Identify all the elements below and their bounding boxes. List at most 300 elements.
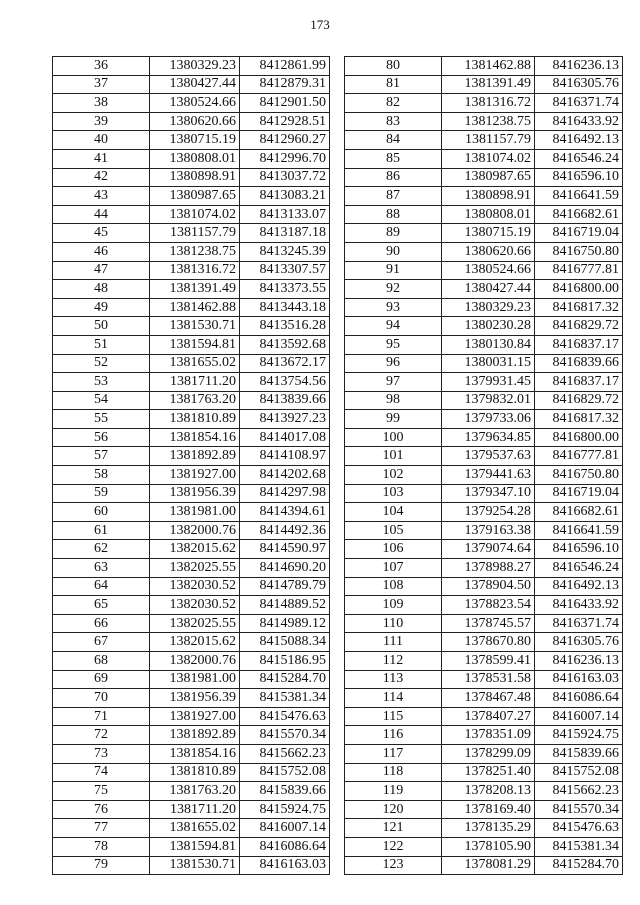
point-number-cell: 70	[53, 689, 150, 708]
point-number-cell: 97	[345, 373, 442, 392]
point-number-cell: 65	[53, 596, 150, 615]
y-coordinate-cell: 8413754.56	[240, 373, 330, 392]
x-coordinate-cell: 1378081.29	[442, 856, 535, 875]
table-row	[53, 726, 330, 745]
point-number-cell: 61	[53, 521, 150, 540]
x-coordinate-cell: 1378208.13	[442, 782, 535, 801]
point-number-cell: 102	[345, 466, 442, 485]
y-coordinate-cell: 8413083.21	[240, 187, 330, 206]
point-number-cell: 112	[345, 652, 442, 671]
point-number-cell: 73	[53, 744, 150, 763]
point-number-cell: 75	[53, 782, 150, 801]
x-coordinate-cell: 1380620.66	[442, 242, 535, 261]
table-row	[53, 187, 330, 206]
point-number-cell: 114	[345, 689, 442, 708]
point-number-cell: 60	[53, 503, 150, 522]
y-coordinate-cell: 8416433.92	[535, 112, 623, 131]
page-number: 173	[310, 17, 330, 32]
x-coordinate-cell: 1379634.85	[442, 428, 535, 447]
table-row	[53, 373, 330, 392]
point-number-cell: 96	[345, 354, 442, 373]
y-coordinate-cell: 8415662.23	[535, 782, 623, 801]
x-coordinate-cell: 1381711.20	[150, 800, 240, 819]
point-number-cell: 49	[53, 298, 150, 317]
y-coordinate-cell: 8412928.51	[240, 112, 330, 131]
point-number-cell: 90	[345, 242, 442, 261]
table-row	[53, 763, 330, 782]
y-coordinate-cell: 8416817.32	[535, 298, 623, 317]
x-coordinate-cell: 1378988.27	[442, 559, 535, 578]
point-number-cell: 46	[53, 242, 150, 261]
table-row	[345, 800, 623, 819]
point-number-cell: 38	[53, 94, 150, 113]
y-coordinate-cell: 8414492.36	[240, 521, 330, 540]
table-row	[345, 466, 623, 485]
x-coordinate-cell: 1380715.19	[442, 224, 535, 243]
table-row	[345, 689, 623, 708]
point-number-cell: 109	[345, 596, 442, 615]
y-coordinate-cell: 8415839.66	[535, 744, 623, 763]
y-coordinate-cell: 8413133.07	[240, 205, 330, 224]
y-coordinate-cell: 8415752.08	[535, 763, 623, 782]
point-number-cell: 55	[53, 410, 150, 429]
point-number-cell: 99	[345, 410, 442, 429]
y-coordinate-cell: 8416750.80	[535, 242, 623, 261]
x-coordinate-cell: 1378904.50	[442, 577, 535, 596]
point-number-cell: 121	[345, 819, 442, 838]
table-row	[345, 57, 623, 76]
y-coordinate-cell: 8414108.97	[240, 447, 330, 466]
table-row	[53, 57, 330, 76]
point-number-cell: 39	[53, 112, 150, 131]
x-coordinate-cell: 1378135.29	[442, 819, 535, 838]
x-coordinate-cell: 1381854.16	[150, 744, 240, 763]
point-number-cell: 67	[53, 633, 150, 652]
table-row	[53, 317, 330, 336]
y-coordinate-cell: 8415186.95	[240, 652, 330, 671]
coordinates-table-left	[52, 56, 330, 875]
point-number-cell: 100	[345, 428, 442, 447]
table-row	[53, 410, 330, 429]
x-coordinate-cell: 1379537.63	[442, 447, 535, 466]
x-coordinate-cell: 1381956.39	[150, 484, 240, 503]
table-row	[53, 484, 330, 503]
x-coordinate-cell: 1380329.23	[150, 57, 240, 76]
y-coordinate-cell: 8416007.14	[240, 819, 330, 838]
point-number-cell: 62	[53, 540, 150, 559]
y-coordinate-cell: 8414789.79	[240, 577, 330, 596]
y-coordinate-cell: 8416682.61	[535, 503, 623, 522]
table-row	[53, 280, 330, 299]
x-coordinate-cell: 1378531.58	[442, 670, 535, 689]
y-coordinate-cell: 8415284.70	[240, 670, 330, 689]
point-number-cell: 37	[53, 75, 150, 94]
table-row	[345, 149, 623, 168]
table-row	[53, 205, 330, 224]
y-coordinate-cell: 8416163.03	[240, 856, 330, 875]
table-row	[345, 521, 623, 540]
x-coordinate-cell: 1379931.45	[442, 373, 535, 392]
table-row	[345, 596, 623, 615]
x-coordinate-cell: 1381074.02	[442, 149, 535, 168]
point-number-cell: 117	[345, 744, 442, 763]
point-number-cell: 78	[53, 837, 150, 856]
table-row	[345, 652, 623, 671]
point-number-cell: 79	[53, 856, 150, 875]
x-coordinate-cell: 1378670.80	[442, 633, 535, 652]
table-row	[53, 112, 330, 131]
x-coordinate-cell: 1378467.48	[442, 689, 535, 708]
y-coordinate-cell: 8416305.76	[535, 75, 623, 94]
y-coordinate-cell: 8415752.08	[240, 763, 330, 782]
table-row	[345, 335, 623, 354]
point-number-cell: 56	[53, 428, 150, 447]
table-row	[345, 726, 623, 745]
y-coordinate-cell: 8416800.00	[535, 280, 623, 299]
table-row	[53, 614, 330, 633]
y-coordinate-cell: 8415381.34	[535, 837, 623, 856]
x-coordinate-cell: 1378299.09	[442, 744, 535, 763]
y-coordinate-cell: 8416007.14	[535, 707, 623, 726]
y-coordinate-cell: 8415088.34	[240, 633, 330, 652]
y-coordinate-cell: 8416236.13	[535, 652, 623, 671]
table-row	[53, 782, 330, 801]
table-row	[345, 856, 623, 875]
x-coordinate-cell: 1380130.84	[442, 335, 535, 354]
y-coordinate-cell: 8416641.59	[535, 187, 623, 206]
coordinates-table-right	[344, 56, 623, 875]
y-coordinate-cell: 8416829.72	[535, 317, 623, 336]
y-coordinate-cell: 8415476.63	[240, 707, 330, 726]
x-coordinate-cell: 1381810.89	[150, 410, 240, 429]
y-coordinate-cell: 8415662.23	[240, 744, 330, 763]
point-number-cell: 82	[345, 94, 442, 113]
table-row	[53, 652, 330, 671]
point-number-cell: 106	[345, 540, 442, 559]
point-number-cell: 45	[53, 224, 150, 243]
y-coordinate-cell: 8416829.72	[535, 391, 623, 410]
point-number-cell: 51	[53, 335, 150, 354]
y-coordinate-cell: 8416777.81	[535, 447, 623, 466]
y-coordinate-cell: 8414590.97	[240, 540, 330, 559]
x-coordinate-cell: 1379163.38	[442, 521, 535, 540]
y-coordinate-cell: 8416086.64	[240, 837, 330, 856]
x-coordinate-cell: 1378599.41	[442, 652, 535, 671]
x-coordinate-cell: 1382000.76	[150, 521, 240, 540]
point-number-cell: 123	[345, 856, 442, 875]
table-row	[345, 94, 623, 113]
table-row	[53, 744, 330, 763]
y-coordinate-cell: 8416837.17	[535, 335, 623, 354]
point-number-cell: 98	[345, 391, 442, 410]
y-coordinate-cell: 8416839.66	[535, 354, 623, 373]
x-coordinate-cell: 1381157.79	[150, 224, 240, 243]
y-coordinate-cell: 8412901.50	[240, 94, 330, 113]
x-coordinate-cell: 1381711.20	[150, 373, 240, 392]
table-row	[345, 782, 623, 801]
y-coordinate-cell: 8414202.68	[240, 466, 330, 485]
y-coordinate-cell: 8416641.59	[535, 521, 623, 540]
y-coordinate-cell: 8412996.70	[240, 149, 330, 168]
point-number-cell: 81	[345, 75, 442, 94]
point-number-cell: 63	[53, 559, 150, 578]
x-coordinate-cell: 1381238.75	[442, 112, 535, 131]
table-row	[345, 168, 623, 187]
x-coordinate-cell: 1381074.02	[150, 205, 240, 224]
x-coordinate-cell: 1378823.54	[442, 596, 535, 615]
x-coordinate-cell: 1381981.00	[150, 503, 240, 522]
table-row	[345, 187, 623, 206]
x-coordinate-cell: 1378105.90	[442, 837, 535, 856]
y-coordinate-cell: 8413672.17	[240, 354, 330, 373]
y-coordinate-cell: 8416433.92	[535, 596, 623, 615]
point-number-cell: 94	[345, 317, 442, 336]
table-row	[345, 707, 623, 726]
y-coordinate-cell: 8416719.04	[535, 224, 623, 243]
table-row	[53, 521, 330, 540]
table-row	[345, 280, 623, 299]
y-coordinate-cell: 8416305.76	[535, 633, 623, 652]
table-row	[53, 94, 330, 113]
point-number-cell: 76	[53, 800, 150, 819]
table-row	[345, 242, 623, 261]
x-coordinate-cell: 1381763.20	[150, 782, 240, 801]
y-coordinate-cell: 8415476.63	[535, 819, 623, 838]
point-number-cell: 68	[53, 652, 150, 671]
table-row	[345, 428, 623, 447]
table-row	[345, 614, 623, 633]
point-number-cell: 93	[345, 298, 442, 317]
y-coordinate-cell: 8416371.74	[535, 614, 623, 633]
y-coordinate-cell: 8414017.08	[240, 428, 330, 447]
x-coordinate-cell: 1380427.44	[442, 280, 535, 299]
point-number-cell: 41	[53, 149, 150, 168]
x-coordinate-cell: 1379733.06	[442, 410, 535, 429]
point-number-cell: 86	[345, 168, 442, 187]
point-number-cell: 119	[345, 782, 442, 801]
table-row	[53, 224, 330, 243]
x-coordinate-cell: 1381238.75	[150, 242, 240, 261]
x-coordinate-cell: 1381892.89	[150, 726, 240, 745]
x-coordinate-cell: 1382000.76	[150, 652, 240, 671]
table-row	[345, 261, 623, 280]
y-coordinate-cell: 8416800.00	[535, 428, 623, 447]
table-row	[53, 800, 330, 819]
table-row	[345, 559, 623, 578]
table-row	[53, 503, 330, 522]
x-coordinate-cell: 1381927.00	[150, 707, 240, 726]
x-coordinate-cell: 1378351.09	[442, 726, 535, 745]
y-coordinate-cell: 8413187.18	[240, 224, 330, 243]
x-coordinate-cell: 1380898.91	[150, 168, 240, 187]
x-coordinate-cell: 1379832.01	[442, 391, 535, 410]
point-number-cell: 105	[345, 521, 442, 540]
table-row	[345, 373, 623, 392]
point-number-cell: 64	[53, 577, 150, 596]
x-coordinate-cell: 1381854.16	[150, 428, 240, 447]
x-coordinate-cell: 1378745.57	[442, 614, 535, 633]
y-coordinate-cell: 8414297.98	[240, 484, 330, 503]
y-coordinate-cell: 8416596.10	[535, 540, 623, 559]
point-number-cell: 89	[345, 224, 442, 243]
table-row	[53, 75, 330, 94]
table-row	[53, 168, 330, 187]
point-number-cell: 59	[53, 484, 150, 503]
point-number-cell: 57	[53, 447, 150, 466]
table-row	[53, 596, 330, 615]
table-row	[53, 466, 330, 485]
y-coordinate-cell: 8416371.74	[535, 94, 623, 113]
y-coordinate-cell: 8416596.10	[535, 168, 623, 187]
table-row	[53, 335, 330, 354]
y-coordinate-cell: 8413307.57	[240, 261, 330, 280]
table-row	[345, 484, 623, 503]
x-coordinate-cell: 1381594.81	[150, 335, 240, 354]
x-coordinate-cell: 1378251.40	[442, 763, 535, 782]
x-coordinate-cell: 1381655.02	[150, 819, 240, 838]
y-coordinate-cell: 8414394.61	[240, 503, 330, 522]
point-number-cell: 95	[345, 335, 442, 354]
table-row	[53, 837, 330, 856]
point-number-cell: 69	[53, 670, 150, 689]
x-coordinate-cell: 1382025.55	[150, 614, 240, 633]
x-coordinate-cell: 1379441.63	[442, 466, 535, 485]
point-number-cell: 116	[345, 726, 442, 745]
point-number-cell: 72	[53, 726, 150, 745]
point-number-cell: 48	[53, 280, 150, 299]
point-number-cell: 83	[345, 112, 442, 131]
table-row	[345, 317, 623, 336]
y-coordinate-cell: 8415839.66	[240, 782, 330, 801]
x-coordinate-cell: 1381892.89	[150, 447, 240, 466]
y-coordinate-cell: 8416719.04	[535, 484, 623, 503]
table-row	[53, 131, 330, 150]
y-coordinate-cell: 8413839.66	[240, 391, 330, 410]
y-coordinate-cell: 8416817.32	[535, 410, 623, 429]
table-row	[53, 391, 330, 410]
x-coordinate-cell: 1382030.52	[150, 577, 240, 596]
x-coordinate-cell: 1382015.62	[150, 633, 240, 652]
x-coordinate-cell: 1380524.66	[442, 261, 535, 280]
point-number-cell: 122	[345, 837, 442, 856]
table-row	[345, 447, 623, 466]
x-coordinate-cell: 1378407.27	[442, 707, 535, 726]
table-row	[345, 354, 623, 373]
x-coordinate-cell: 1381391.49	[442, 75, 535, 94]
y-coordinate-cell: 8413927.23	[240, 410, 330, 429]
x-coordinate-cell: 1379074.64	[442, 540, 535, 559]
x-coordinate-cell: 1380987.65	[150, 187, 240, 206]
y-coordinate-cell: 8413373.55	[240, 280, 330, 299]
point-number-cell: 42	[53, 168, 150, 187]
x-coordinate-cell: 1382015.62	[150, 540, 240, 559]
point-number-cell: 47	[53, 261, 150, 280]
y-coordinate-cell: 8415570.34	[535, 800, 623, 819]
y-coordinate-cell: 8416546.24	[535, 559, 623, 578]
x-coordinate-cell: 1381594.81	[150, 837, 240, 856]
point-number-cell: 44	[53, 205, 150, 224]
table-row	[345, 75, 623, 94]
y-coordinate-cell: 8416682.61	[535, 205, 623, 224]
x-coordinate-cell: 1379254.28	[442, 503, 535, 522]
point-number-cell: 87	[345, 187, 442, 206]
y-coordinate-cell: 8413443.18	[240, 298, 330, 317]
point-number-cell: 120	[345, 800, 442, 819]
table-row	[345, 298, 623, 317]
point-number-cell: 88	[345, 205, 442, 224]
table-row	[345, 763, 623, 782]
x-coordinate-cell: 1381956.39	[150, 689, 240, 708]
table-row	[53, 540, 330, 559]
x-coordinate-cell: 1381462.88	[150, 298, 240, 317]
point-number-cell: 71	[53, 707, 150, 726]
y-coordinate-cell: 8413516.28	[240, 317, 330, 336]
point-number-cell: 115	[345, 707, 442, 726]
point-number-cell: 43	[53, 187, 150, 206]
x-coordinate-cell: 1381157.79	[442, 131, 535, 150]
point-number-cell: 66	[53, 614, 150, 633]
x-coordinate-cell: 1380715.19	[150, 131, 240, 150]
table-row	[345, 837, 623, 856]
y-coordinate-cell: 8415284.70	[535, 856, 623, 875]
point-number-cell: 74	[53, 763, 150, 782]
y-coordinate-cell: 8415924.75	[535, 726, 623, 745]
y-coordinate-cell: 8416086.64	[535, 689, 623, 708]
y-coordinate-cell: 8416492.13	[535, 131, 623, 150]
point-number-cell: 53	[53, 373, 150, 392]
x-coordinate-cell: 1380329.23	[442, 298, 535, 317]
point-number-cell: 52	[53, 354, 150, 373]
table-row	[345, 391, 623, 410]
point-number-cell: 108	[345, 577, 442, 596]
point-number-cell: 118	[345, 763, 442, 782]
x-coordinate-cell: 1380620.66	[150, 112, 240, 131]
x-coordinate-cell: 1380898.91	[442, 187, 535, 206]
x-coordinate-cell: 1380524.66	[150, 94, 240, 113]
table-row	[345, 205, 623, 224]
point-number-cell: 54	[53, 391, 150, 410]
y-coordinate-cell: 8412960.27	[240, 131, 330, 150]
table-row	[345, 540, 623, 559]
point-number-cell: 110	[345, 614, 442, 633]
table-row	[345, 503, 623, 522]
table-row	[53, 577, 330, 596]
x-coordinate-cell: 1381530.71	[150, 317, 240, 336]
table-row	[53, 670, 330, 689]
y-coordinate-cell: 8414690.20	[240, 559, 330, 578]
table-row	[345, 224, 623, 243]
point-number-cell: 84	[345, 131, 442, 150]
x-coordinate-cell: 1380808.01	[442, 205, 535, 224]
table-row	[53, 447, 330, 466]
x-coordinate-cell: 1382030.52	[150, 596, 240, 615]
x-coordinate-cell: 1381316.72	[150, 261, 240, 280]
x-coordinate-cell: 1381763.20	[150, 391, 240, 410]
y-coordinate-cell: 8412879.31	[240, 75, 330, 94]
x-coordinate-cell: 1381530.71	[150, 856, 240, 875]
point-number-cell: 92	[345, 280, 442, 299]
point-number-cell: 85	[345, 149, 442, 168]
table-row	[53, 633, 330, 652]
x-coordinate-cell: 1380427.44	[150, 75, 240, 94]
table-row	[53, 819, 330, 838]
point-number-cell: 50	[53, 317, 150, 336]
table-row	[53, 242, 330, 261]
table-row	[53, 559, 330, 578]
point-number-cell: 77	[53, 819, 150, 838]
y-coordinate-cell: 8413245.39	[240, 242, 330, 261]
point-number-cell: 107	[345, 559, 442, 578]
